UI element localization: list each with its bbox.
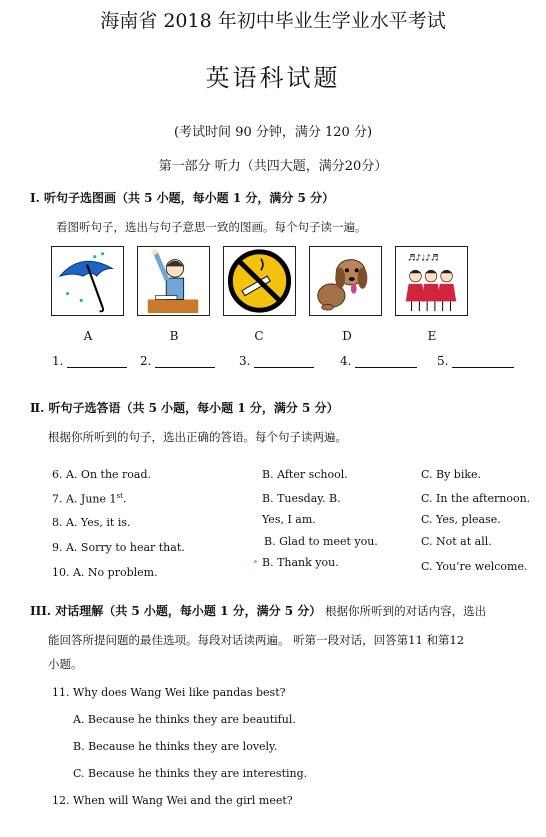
section3-heading-rest: 根据你所听到的对话内容，选出 [325,604,487,618]
answer-blank-5[interactable]: 5. [437,354,514,368]
picture-label-c: C [254,329,264,343]
q9-option-c: C. Not at all. [421,535,492,548]
q8-option-a: 8. A. Yes, it is. [52,516,131,529]
exam-info: (考试时间 90 分钟，满分 120 分) [173,125,373,140]
q6-option-c: C. By bike. [421,468,482,481]
picture-label-d: D [342,329,352,343]
q8-option-b: Yes, I am. [262,513,316,526]
q7-option-c: C. In the afternoon. [421,492,531,505]
section3-heading: III. 对话理解（共 5 小题，每小题 1 分，满分 5 分） [30,604,322,618]
q9-option-b: B. Glad to meet you. [264,535,378,548]
question-11: 11. Why does Wang Wei like pandas best? [52,686,286,699]
part-title: 第一部分 听力（共四大题，满分20分） [158,159,388,174]
section1-instruction: 看图听句子，选出与句子意思一致的图画。每个句子读一遍。 [56,220,367,234]
q7-option-a: 7. A. June 1st. [52,492,127,506]
section1-heading: Ⅰ. 听句子选图画（共 5 小题，每小题 1 分，满分 5 分） [30,191,335,205]
answer-blank-2[interactable]: 2. [140,354,215,368]
q11-option-a: A. Because he thinks they are beautiful. [73,713,296,726]
section2-instruction: 根据你所听到的句子，选出正确的答语。每个句子读两遍。 [48,430,347,444]
subject-title: 英语科试题 [205,64,341,92]
q10-option-c: C. You’re welcome. [421,560,528,573]
answer-blank-4[interactable]: 4. [340,354,417,368]
q9-option-a: 9. A. Sorry to hear that. [52,541,185,554]
umbrella-rain-icon [51,246,124,316]
q8-option-c: C. Yes, please. [421,513,501,526]
q7-option-b: B. Tuesday. B. [262,492,341,505]
exam-title: 海南省 2018 年初中毕业生学业水平考试 [100,10,446,32]
picture-label-a: A [83,329,93,343]
question-12: 12. When will Wang Wei and the girl meet? [52,794,293,807]
q6-option-b: B. After school. [262,468,348,481]
section3-heading-line [30,602,486,619]
q10-option-b: B. Thank you. [262,556,339,569]
section2-heading: Ⅱ. 听句子选答语（共 5 小题，每小题 1 分，满分 5 分） [30,401,339,415]
section3-line3: 小题。 [48,657,83,671]
q6-option-a: 6. A. On the road. [52,468,152,481]
section3-line2: 能回答所提问题的最佳选项。每段对话读两遍。 听第一段对话，回答第11 和第12 [48,633,465,647]
q11-option-c: C. Because he thinks they are interesting. [73,767,308,780]
dot-mark [254,560,257,563]
no-smoking-icon [223,246,296,316]
girls-singing-icon [395,246,468,316]
picture-label-e: E [427,329,437,343]
answer-blank-1[interactable]: 1. [52,354,127,368]
answer-blank-3[interactable]: 3. [239,354,314,368]
dog-icon [309,246,382,316]
svg-text:♬♪♩♪♬: ♬♪♩♪♬ [407,253,439,264]
picture-label-b: B [169,329,179,343]
boy-raising-hand-icon [137,246,210,316]
q10-option-a: 10. A. No problem. [52,566,158,579]
q11-option-b: B. Because he thinks they are lovely. [73,740,278,753]
